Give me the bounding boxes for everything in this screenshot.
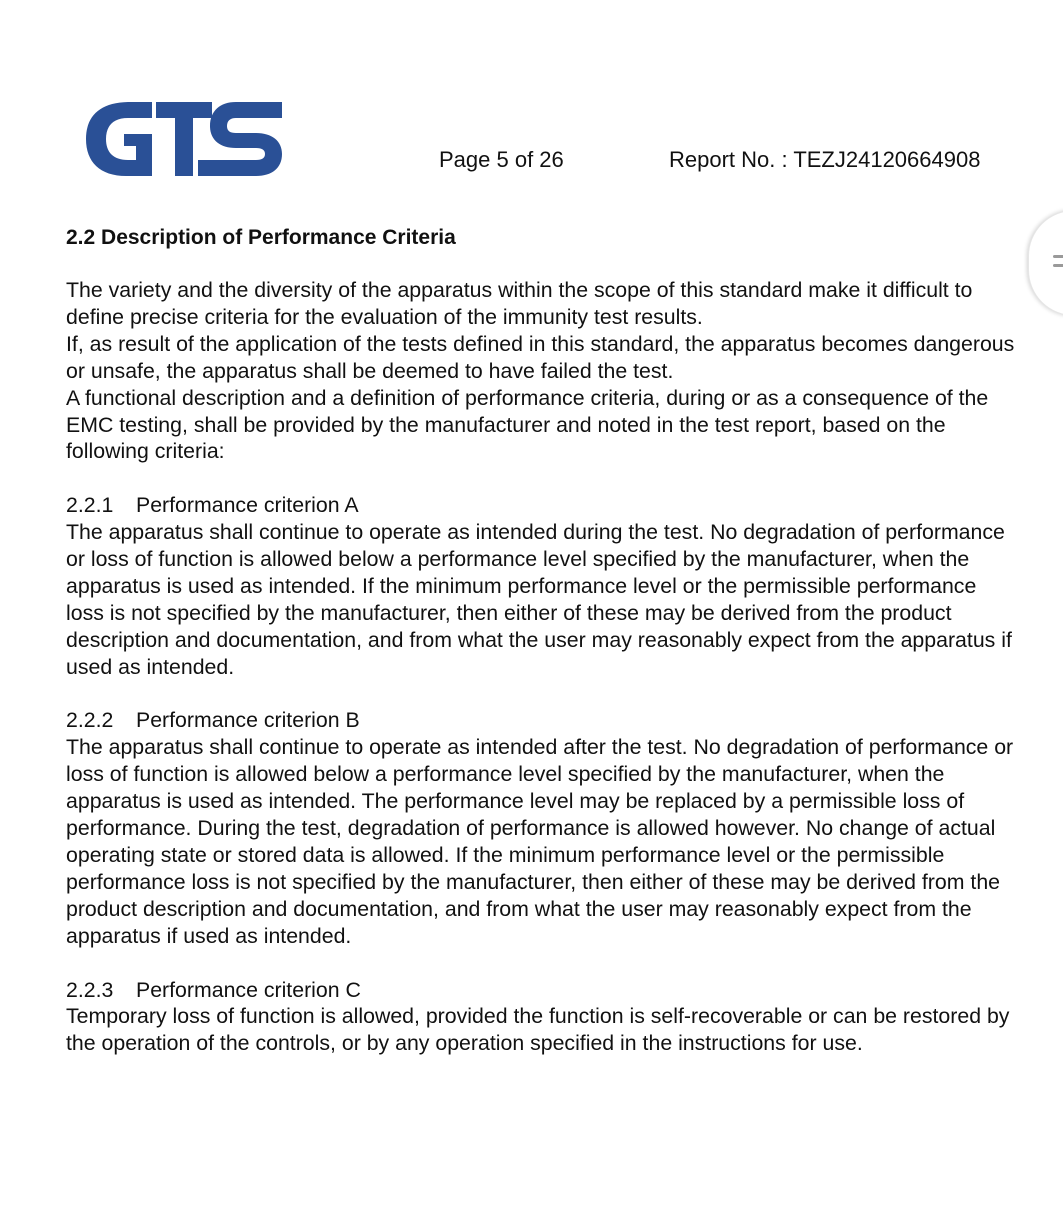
side-panel-handle[interactable] — [1028, 210, 1063, 316]
drag-handle-icon — [1053, 255, 1063, 271]
criterion-number: 2.2.3 — [66, 977, 114, 1002]
gts-logo — [86, 102, 282, 176]
document-body — [66, 277, 1016, 1057]
criterion-title: Performance criterion A — [136, 493, 359, 518]
criterion-number: 2.2.1 — [66, 493, 114, 518]
section-title: 2.2 Description of Performance Criteria — [66, 226, 456, 249]
criterion-b-text: The apparatus shall continue to operate as intended after the test. No degradation of performance or loss of function is allowed below a performance level specified by the manufacturer, when the apparatus is used as intended. The performance level may be replaced by a permissible loss of performance. During the test, degradation of performance is allowed however. No change of actual operating state or stored data is allowed. If the minimum performance level or the permissible performance loss is not specified by the manufacturer, then either of these may be derived from the product description and documentation, and from what the user may reasonably expect from the apparatus if used as intended. — [66, 735, 1014, 948]
page-number: Page 5 of 26 — [439, 147, 564, 172]
criterion-title: Performance criterion C — [136, 977, 361, 1002]
intro-paragraph: If, as result of the application of the tests defined in this standard, the apparatus becomes dangerous or unsafe, the apparatus shall be deemed to have failed the test. — [66, 331, 1015, 383]
criterion-number: 2.2.2 — [66, 708, 114, 733]
criterion-c-heading — [66, 977, 1016, 1004]
criterion-a-heading — [66, 492, 1016, 519]
report-number: Report No. : TEZJ24120664908 — [669, 147, 981, 172]
criterion-c-text: Temporary loss of function is allowed, provided the function is self-recoverable or can be restored by the operation of the controls, or by any operation specified in the instructions for use. — [66, 1004, 1010, 1056]
criterion-b-heading — [66, 707, 1016, 734]
intro-paragraph: A functional description and a definition of performance criteria, during or as a consequence of the EMC testing, shall be provided by the manufacturer and noted in the test report, based on the following criteria: — [66, 385, 989, 464]
criterion-title: Performance criterion B — [136, 708, 360, 733]
criterion-a-text: The apparatus shall continue to operate as intended during the test. No degradation of performance or loss of function is allowed below a performance level specified by the manufacturer, when the apparatus is used as intended. If the minimum performance level or the permissible performance loss is not specified by the manufacturer, then either of these may be derived from the product description and documentation, and from what the user may reasonably expect from the apparatus if used as intended. — [66, 520, 1012, 679]
intro-paragraph: The variety and the diversity of the apparatus within the scope of this standard make it difficult to define precise criteria for the evaluation of the immunity test results. — [66, 278, 973, 329]
